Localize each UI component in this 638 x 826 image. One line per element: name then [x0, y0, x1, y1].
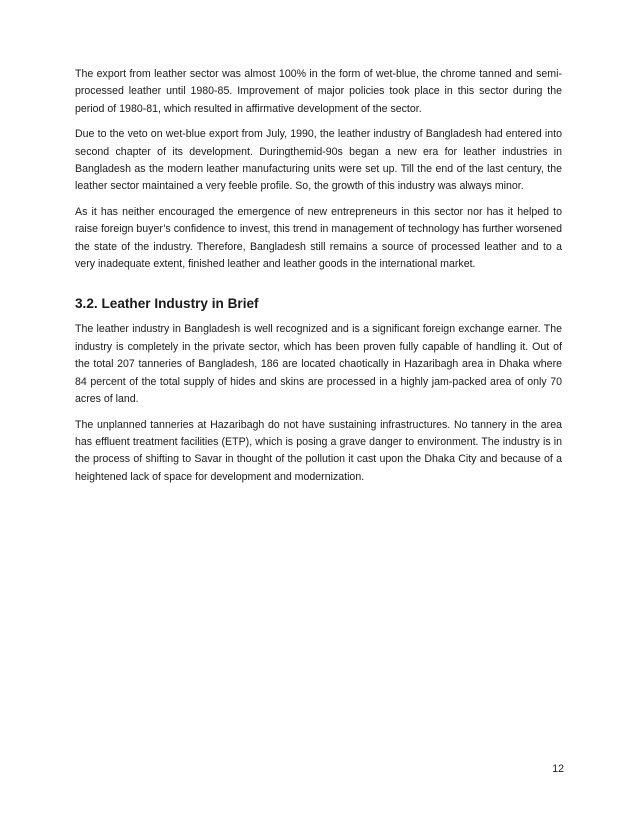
paragraph-wet-blue-veto: Due to the veto on wet-blue export from July, 1990, the leather industry of Bangladesh had entered into second chapter of its development. Duringthemid-90s began a new era for leather industries in Bangladesh as the modern leather manufacturing units were set up. Till the end of the last century, the leather sector maintained a very feeble profile. So, the growth of this industry was always minor. — [75, 128, 562, 193]
paragraph-industry-overview: The leather industry in Bangladesh is well recognized and is a significant foreign exchange earner. The industry is completely in the private sector, which has been proven fully capable of handling it. Out of the total 207 tanneries of Bangladesh, 186 are located chaotically in Hazaribagh area in Dhaka where 84 percent of the total supply of hides and skins are processed in a highly jam-packed area of only 70 acres of land. — [75, 323, 562, 406]
paragraph-export-history: The export from leather sector was almost 100% in the form of wet-blue, the chrome tanned and semi-processed leather until 1980-85. Improvement of major policies took place in this sector during the period of 1980-81, which resulted in affirmative development of the sector. — [75, 68, 562, 115]
paragraph-industry-state: As it has neither encouraged the emergence of new entrepreneurs in this sector nor has it helped to raise foreign buyer’s confidence to invest, this trend in management of technology has further worsened the state of the industry. Therefore, Bangladesh still remains a source of processed leather and to a very inadequate extent, finished leather and leather goods in the international market. — [75, 205, 562, 271]
document-body — [75, 66, 562, 494]
page-number: 12 — [552, 763, 564, 775]
paragraph-hazaribagh-tanneries: The unplanned tanneries at Hazaribagh do not have sustaining infrastructures. No tannery in the area has effluent treatment facilities (ETP), which is posing a grave danger to environment. The industry is in the process of shifting to Savar in thought of the pollution it cast upon the Dhaka City and because of a heightened lack of space for development and modernization. — [75, 418, 562, 483]
section-heading: 3.2. Leather Industry in Brief — [75, 296, 259, 312]
